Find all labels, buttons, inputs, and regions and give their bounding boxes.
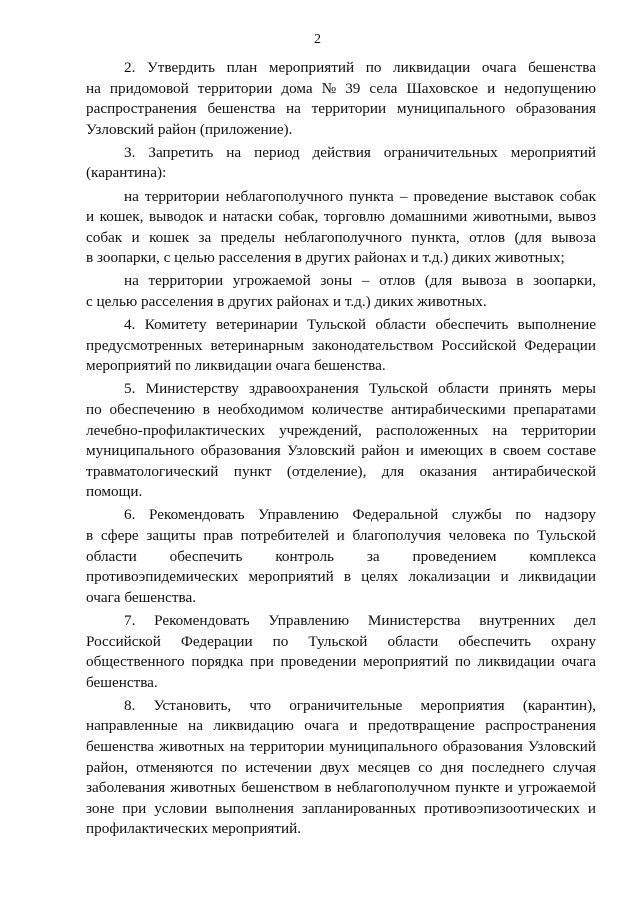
paragraph-item-3-sub-2 [86,271,596,312]
text-line: с целью расселения в других районах и т.д.) диких животных. [86,293,487,311]
text-line: очага бешенства. [86,588,197,606]
text-line: бешенства животных на территории муниципального образования Узловский [86,738,596,755]
text-line: в зоопарки, с целью расселения в других районах и т.д.) диких животных; [86,249,565,267]
text-line: предусмотренных ветеринарным законодательством Российской Федерации [86,336,596,354]
text-line: и кошек, выводок и натаски собак, торговлю домашними животными, вывоз [86,208,596,226]
text-line: муниципального образования Узловский район и имеющих в своем составе [86,442,596,460]
text-line: направленные на ликвидацию очага и предотвращение распространения [86,717,596,735]
text-line: 6. Рекомендовать Управлению Федеральной службы по надзору [124,506,596,524]
text-line: район, отменяются по истечении двух месяцев со дня последнего случая [86,758,596,776]
text-line: мероприятий по ликвидации очага бешенства. [86,357,386,375]
paragraph-item-8 [86,696,596,840]
text-line: на придомовой территории дома № 39 села Шаховское и недопущению [86,79,596,97]
paragraph-item-3 [86,143,596,184]
paragraph-item-7 [86,611,596,693]
text-line: 7. Рекомендовать Управлению Министерства внутренних дел [124,611,596,629]
text-line: 8. Установить, что ограничительные мероприятия (карантин), [124,696,596,714]
text-line: противоэпидемических мероприятий в целях локализации и ликвидации [86,568,596,586]
text-line: 5. Министерству здравоохранения Тульской области принять меры [124,380,596,398]
text-line: 2. Утвердить план мероприятий по ликвидации очага бешенства [124,59,596,76]
text-line: заболевания животных бешенством в неблагополучном пункте и угрожаемой [86,779,596,797]
text-line: лечебно-профилактических учреждений, расположенных на территории [86,421,596,439]
text-line: помощи. [86,483,143,501]
text-line: собак и кошек за пределы неблагополучного пункта, отлов (для вывоза [86,228,596,246]
text-line: бешенства. [86,673,158,691]
paragraph-item-6 [86,505,596,608]
text-line: 4. Комитету ветеринарии Тульской области обеспечить выполнение [124,316,596,334]
text-line: Узловский район (приложение). [86,120,293,138]
text-line: на территории угрожаемой зоны – отлов (для вывоза в зоопарки, [124,272,596,290]
document-body [86,58,596,840]
paragraph-item-3-sub-1 [86,187,596,269]
text-line: зоне при условии выполнения запланированных противоэпизоотических и [86,799,596,817]
text-line: в сфере защиты прав потребителей и благополучия человека по Тульской [86,527,596,545]
text-line: по обеспечению в необходимом количестве антирабическими препаратами [86,401,596,418]
text-line: общественного порядка при проведении мероприятий по ликвидации очага [86,653,596,671]
text-line: области обеспечить контроль за проведением комплекса [86,547,596,565]
text-line: 3. Запретить на период действия ограничительных мероприятий [124,143,596,161]
text-line: распространения бешенства на территории муниципального образования [86,100,596,118]
text-line: травматологический пункт (отделение), для оказания антирабической [86,462,596,480]
paragraph-item-4 [86,315,596,377]
text-line: Российской Федерации по Тульской области обеспечить охрану [86,632,596,650]
paragraph-item-5 [86,379,596,503]
paragraph-item-2 [86,58,596,140]
text-line: на территории неблагополучного пункта – проведение выставок собак [124,187,596,205]
text-line: профилактических мероприятий. [86,820,302,838]
text-line: (карантина): [86,164,167,182]
page-number: 2 [314,32,321,47]
